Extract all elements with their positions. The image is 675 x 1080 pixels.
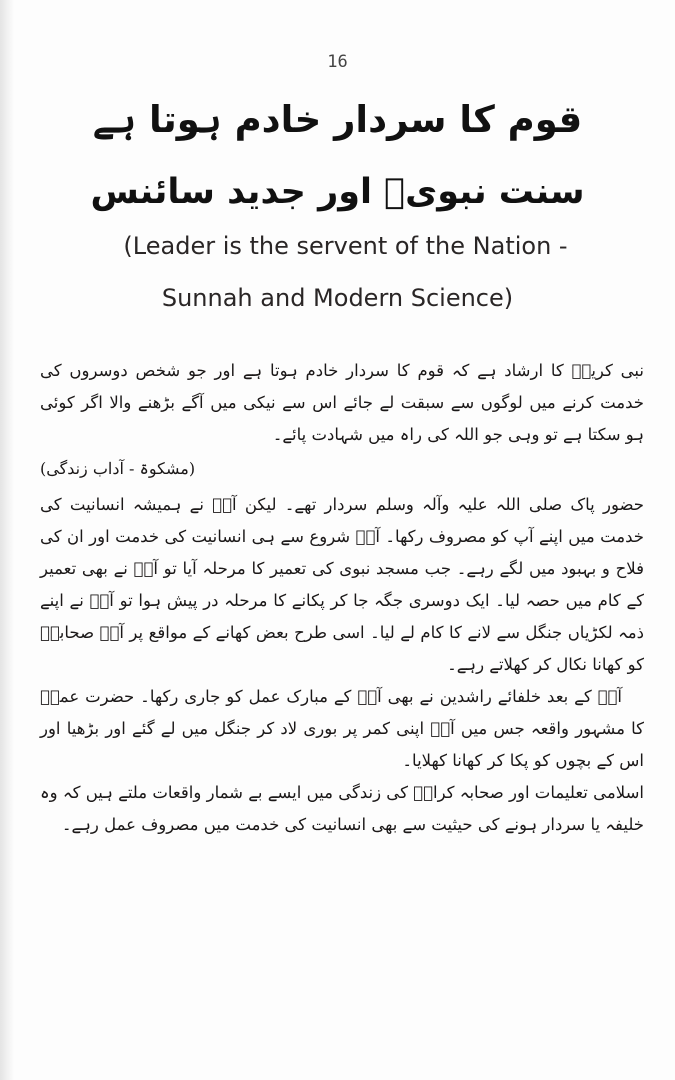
page-edge-shadow: [0, 0, 14, 1080]
paragraph-conclusion: اسلامی تعلیمات اور صحابہ کرامؓ کی زندگی میں ایسے بے شمار واقعات ملتے ہیں کہ وہ خلیفہ یا سردار ہونے کی حیثیت سے بھی انسانیت کی خدمت میں مصروف عمل رہے۔: [40, 783, 644, 834]
urdu-title-line-1: قوم کا سردار خادم ہوتا ہے: [92, 98, 583, 141]
english-title-line-2: Sunnah and Modern Science): [161, 284, 514, 312]
source-citation: (مشکوۃ - آداب زندگی): [40, 459, 196, 478]
article-body: [40, 355, 644, 841]
paragraph-caliphs: آپؐ کے بعد خلفائے راشدین نے بھی آپؐ کے مبارک عمل کو جاری رکھا۔ حضرت عمرؓ کا مشہور واقعہ جس میں آپؓ اپنی کمر پر بوری لاد کر جنگل میں لے گئے اور بڑھیا اور اس کے بچوں کو پکا کر کھانا کھلایا۔: [40, 687, 644, 770]
english-title-line-1: (Leader is the servent of the Nation -: [123, 232, 568, 260]
paragraph-prophet-service: حضور پاک صلی اللہ علیہ وآلہ وسلم سردار تھے۔ لیکن آپؐ نے ہمیشہ انسانیت کی خدمت میں اپنے آپ کو مصروف رکھا۔ آپؐ شروع سے ہی انسانیت کی خدمت اور ان کی فلاح و بہبود میں لگے رہے۔ جب مسجد نبوی کی تعمیر کا مرحلہ آیا تو آپؐ نے بھی تعمیر کے کام میں حصہ لیا۔ ایک دوسری جگہ جا کر پکانے کا مرحلہ در پیش ہوا تو آپؐ نے اپنے ذمہ لکڑیاں جنگل سے لانے کا کام لے لیا۔ اسی طرح بعض کھانے کے مواقع پر آپؐ صحابہؓ کو کھانا نکال کر کھلاتے رہے۔: [40, 495, 644, 674]
page-number: 16: [327, 52, 348, 72]
paragraph-hadith: نبی کریمؐ کا ارشاد ہے کہ قوم کا سردار خادم ہوتا ہے اور جو شخص دوسروں کی خدمت کرنے میں لوگوں سے سبقت لے جائے اس سے نیکی میں آگے بڑھنے والا اگر کوئی ہو سکتا ہے تو وہی جو اللہ کی راہ میں شہادت پائے۔: [40, 361, 644, 444]
urdu-title-line-2: سنت نبویؐ اور جدید سائنس: [90, 172, 585, 212]
